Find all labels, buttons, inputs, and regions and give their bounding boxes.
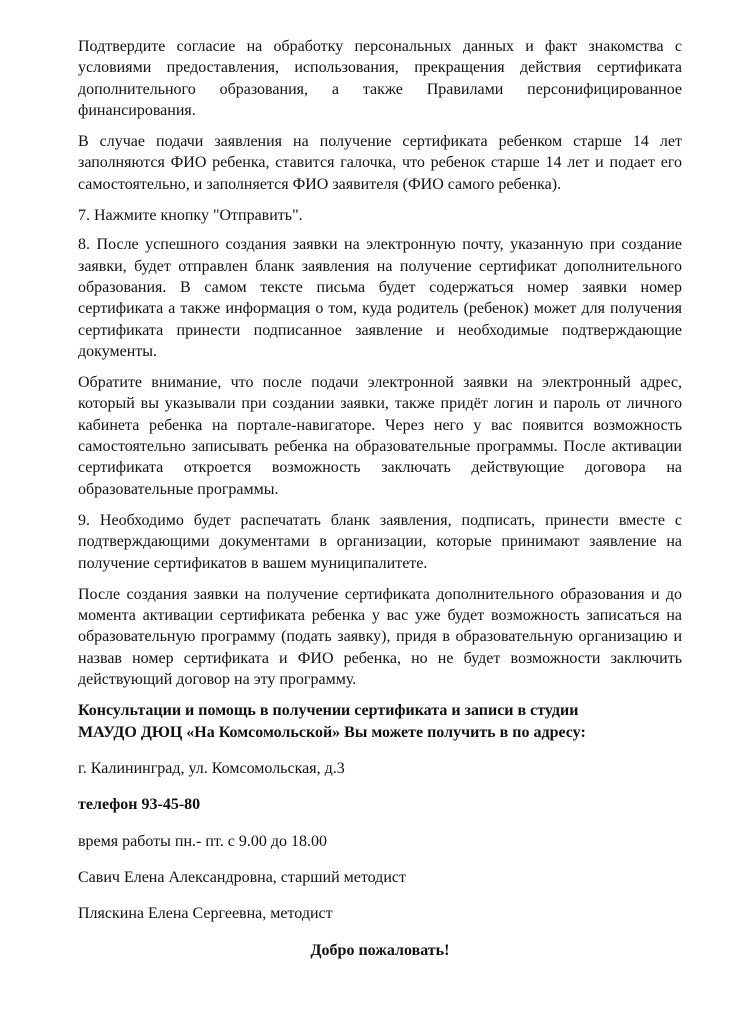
consultation-line-2: МАУДО ДЮЦ «На Комсомольской» Вы можете получить в по адресу: bbox=[78, 723, 586, 741]
address-line: г. Калининград, ул. Комсомольская, д.3 bbox=[78, 759, 345, 777]
consultation-line-1: Консультации и помощь в получении сертификата и записи в студии bbox=[78, 702, 579, 720]
welcome-closing: Добро пожаловать! bbox=[310, 942, 450, 960]
staff-senior-methodist: Савич Елена Александровна, старший методист bbox=[78, 868, 406, 886]
step-8-paragraph: 8. После успешного создания заявки на электронную почту, указанную при создание заявки, будет отправлен бланк заявления на получение сертификат дополнительного образования. В самом тексте письма будет содержаться номер заявки номер сертификата а также информация о том, куда родитель (ребенок) может для получения сертификата принести подписанное заявление и необходимые подтверждающие документы. bbox=[78, 236, 682, 360]
child-over-14-paragraph: В случае подачи заявления на получение сертификата ребенком старше 14 лет заполняются ФИО ребенка, ставится галочка, что ребенок старше 14 лет и подает его самостоятельно, и заполняется ФИО заявителя (ФИО самого ребенка). bbox=[78, 133, 682, 193]
phone-line: телефон 93-45-80 bbox=[78, 796, 201, 814]
notice-paragraph: Обратите внимание, что после подачи электронной заявки на электронный адрес, который вы указывали при создании заявки, также придёт логин и пароль от личного кабинета ребенка на портале-навигаторе. Через него у вас появится возможность самостоятельно записывать ребенка на образовательные программы. После активации сертификата откроется возможность заключать действующие договора на образовательные программы. bbox=[78, 374, 682, 498]
after-application-paragraph: После создания заявки на получение сертификата дополнительного образования и до момента активации сертификата ребенка у вас уже будет возможность записаться на образовательную программу (подать заявку), придя в образовательную организацию и назвав номер сертификата и ФИО ребенка, но не будет возможности заключить действующий договор на эту программу. bbox=[78, 585, 682, 689]
working-hours-line: время работы пн.- пт. с 9.00 до 18.00 bbox=[78, 832, 327, 850]
staff-methodist: Пляскина Елена Сергеевна, методист bbox=[78, 905, 333, 923]
consultation-heading bbox=[78, 700, 682, 743]
document-page bbox=[78, 36, 682, 962]
step-7-paragraph: 7. Нажмите кнопку "Отправить". bbox=[78, 207, 303, 225]
consent-paragraph: Подтвердите согласие на обработку персональных данных и факт знакомства с условиями предоставления, использования, прекращения действия сертификата дополнительного образования, а также Правилами персонифицированное финансирования. bbox=[78, 38, 682, 119]
step-9-paragraph: 9. Необходимо будет распечатать бланк заявления, подписать, принести вместе с подтверждающими документами в организации, которые принимают заявление на получение сертификатов в вашем муниципалитете. bbox=[78, 511, 682, 572]
